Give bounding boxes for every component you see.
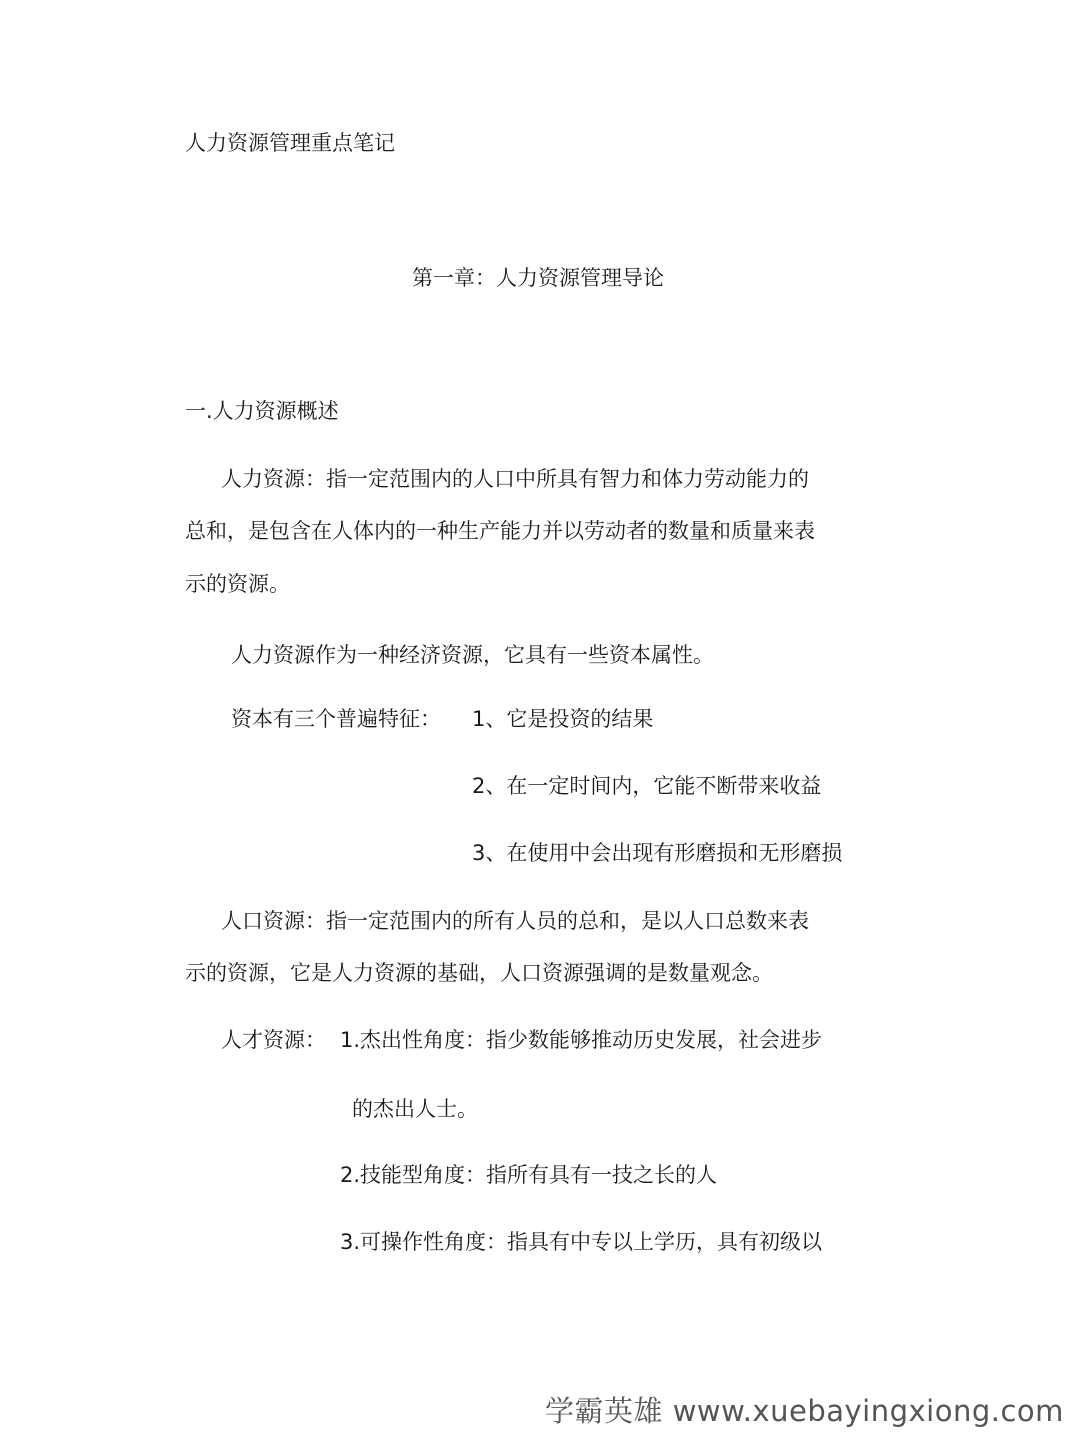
capital-feature-item: 1、它是投资的结果 [472, 707, 654, 731]
talent-definition-item: 1.杰出性角度：指少数能够推动历史发展，社会进步 [340, 1028, 823, 1052]
talent-definition-item: 2.技能型角度：指所有具有一技之长的人 [340, 1163, 718, 1187]
paragraph-line: 示的资源。 [185, 572, 290, 596]
paragraph-line: 人力资源作为一种经济资源，它具有一些资本属性。 [231, 643, 714, 667]
section-heading: 一.人力资源概述 [185, 399, 339, 423]
capital-features-label: 资本有三个普遍特征： [231, 707, 441, 731]
talent-resource-label: 人才资源： [221, 1028, 326, 1052]
talent-definition-item: 3.可操作性角度：指具有中专以上学历，具有初级以 [340, 1230, 823, 1254]
capital-feature-item: 3、在使用中会出现有形磨损和无形磨损 [472, 841, 843, 865]
watermark: 学霸英雄 www.xuebayingxiong.com [545, 1394, 1064, 1428]
paragraph-line: 总和，是包含在人体内的一种生产能力并以劳动者的数量和质量来表 [185, 519, 815, 543]
talent-definition-item: 的杰出人士。 [352, 1097, 478, 1121]
document-title: 人力资源管理重点笔记 [185, 131, 395, 155]
paragraph-line: 示的资源，它是人力资源的基础，人口资源强调的是数量观念。 [185, 961, 773, 985]
chapter-title: 第一章：人力资源管理导论 [412, 266, 664, 290]
paragraph-line: 人力资源：指一定范围内的人口中所具有智力和体力劳动能力的 [221, 467, 809, 491]
capital-feature-item: 2、在一定时间内，它能不断带来收益 [472, 774, 822, 798]
paragraph-line: 人口资源：指一定范围内的所有人员的总和，是以人口总数来表 [221, 909, 809, 933]
